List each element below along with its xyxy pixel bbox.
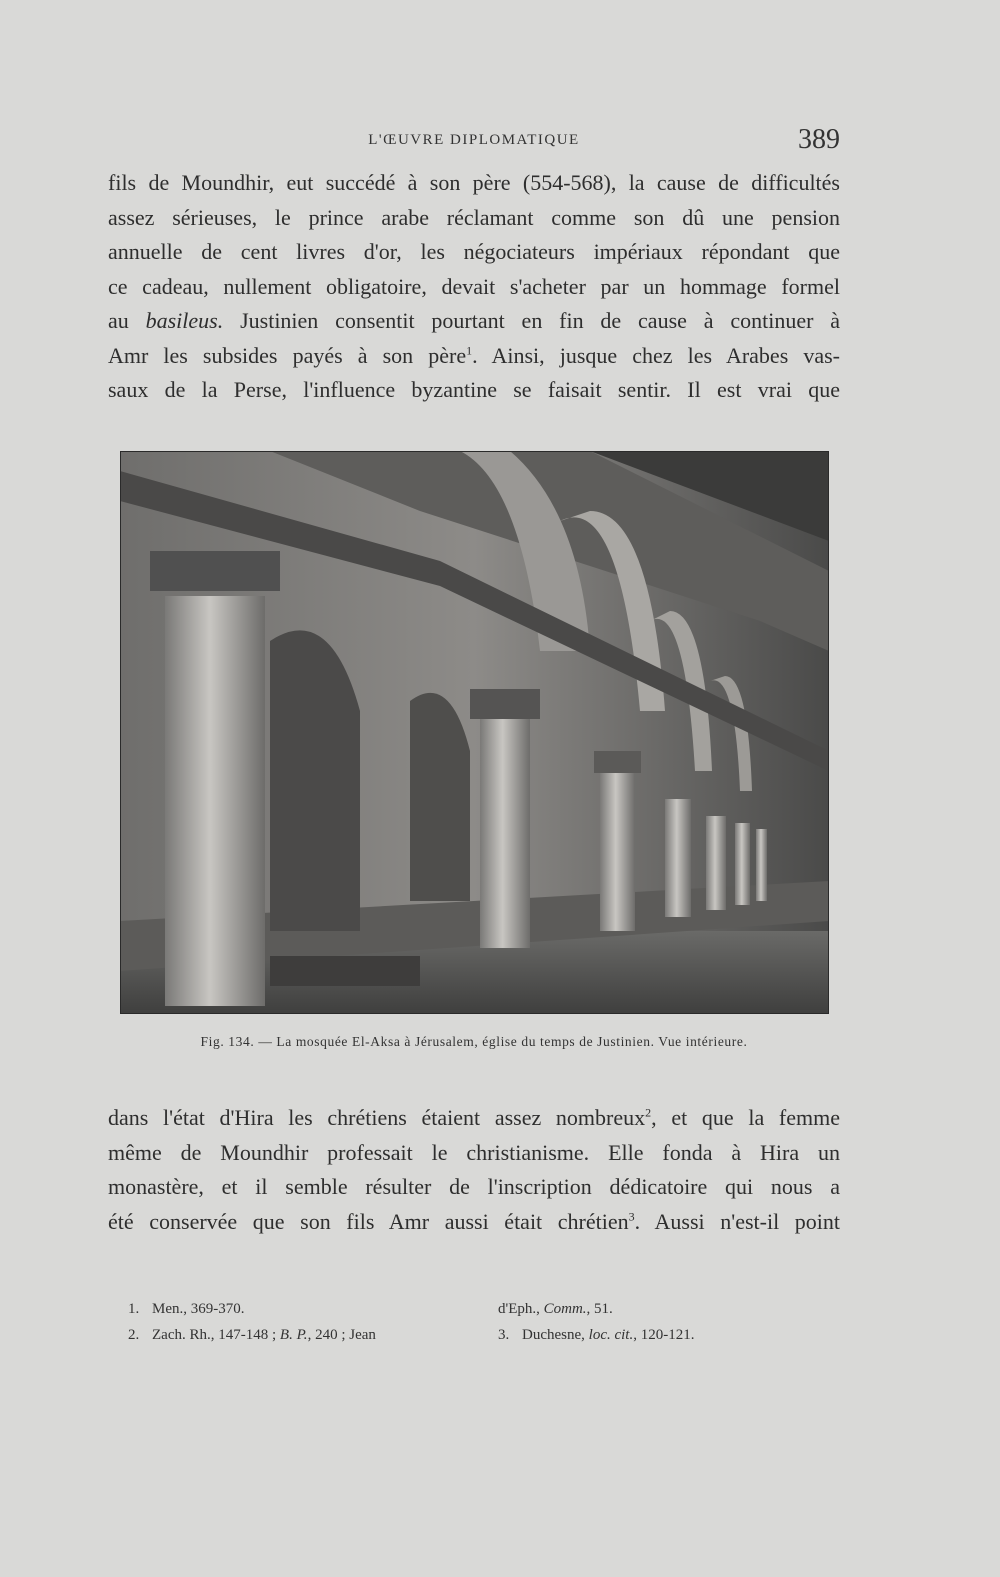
text-line: annuelle de cent livres d'or, les négociateurs impériaux répondant que <box>108 239 840 264</box>
text-line: assez sérieuses, le prince arabe réclamant comme son dû une pension <box>108 204 840 230</box>
text-line: ce cadeau, nullement obligatoire, devait s'acheter par un hommage formel <box>108 273 840 299</box>
paragraph-2 <box>108 1101 840 1239</box>
paragraph-1 <box>108 166 840 408</box>
footnote-ref-2[interactable]: 2 <box>645 1105 652 1120</box>
footnote-1: 1. Men., 369-370. <box>128 1301 245 1317</box>
mosque-interior-photo <box>120 451 829 1014</box>
caption-text: — La mosquée El-Aksa à Jérusalem, église du temps de Justinien. Vue intérieure. <box>258 1034 748 1049</box>
text-line: Amr les subsides payés à son père$^1$. Ainsi, jusque chez les Arabes vas- <box>108 342 840 368</box>
text-line: fils de Moundhir, eut succédé à son père (554-568), la cause de difficultés <box>108 170 840 195</box>
italic-term: basileus. <box>145 308 224 333</box>
text-line: au basileus. Justinien consentit pourtant en fin de cause à continuer à <box>108 308 841 333</box>
text-line: monastère, et il semble résulter de l'inscription dédicatoire qui nous a <box>108 1174 840 1199</box>
footnotes-left-column <box>128 1296 508 1348</box>
running-head <box>108 124 840 158</box>
text-line: dans l'état d'Hira les chrétiens étaient assez nombreux$^2$, et que la femme <box>108 1105 840 1130</box>
running-title: L'ŒUVRE DIPLOMATIQUE <box>368 132 580 148</box>
footnote-ref-1[interactable]: 1 <box>466 343 473 358</box>
text-line: été conservée que son fils Amr aussi était chrétien$^3$. Aussi n'est-il point <box>108 1208 840 1234</box>
footnote-3: 3. Duchesne, loc. cit., 120-121. <box>498 1327 695 1343</box>
caption-label: Fig. 134. <box>200 1034 255 1049</box>
footnote-2: 2. Zach. Rh., 147-148 ; B. P., 240 ; Jean <box>128 1327 376 1343</box>
footnotes-right-column <box>498 1296 828 1348</box>
page-number: 389 <box>798 124 840 155</box>
text-line: saux de la Perse, l'influence byzantine se faisait sentir. Il est vrai que <box>108 377 840 402</box>
footnote-ref-3[interactable]: 3 <box>628 1209 635 1224</box>
footnote-2-continued: d'Eph., Comm., 51. <box>498 1301 613 1317</box>
figure-caption <box>108 1034 840 1050</box>
figure-mosque-interior-photo <box>120 451 829 1014</box>
text-line: même de Moundhir professait le christianisme. Elle fonda à Hira un <box>108 1139 840 1165</box>
